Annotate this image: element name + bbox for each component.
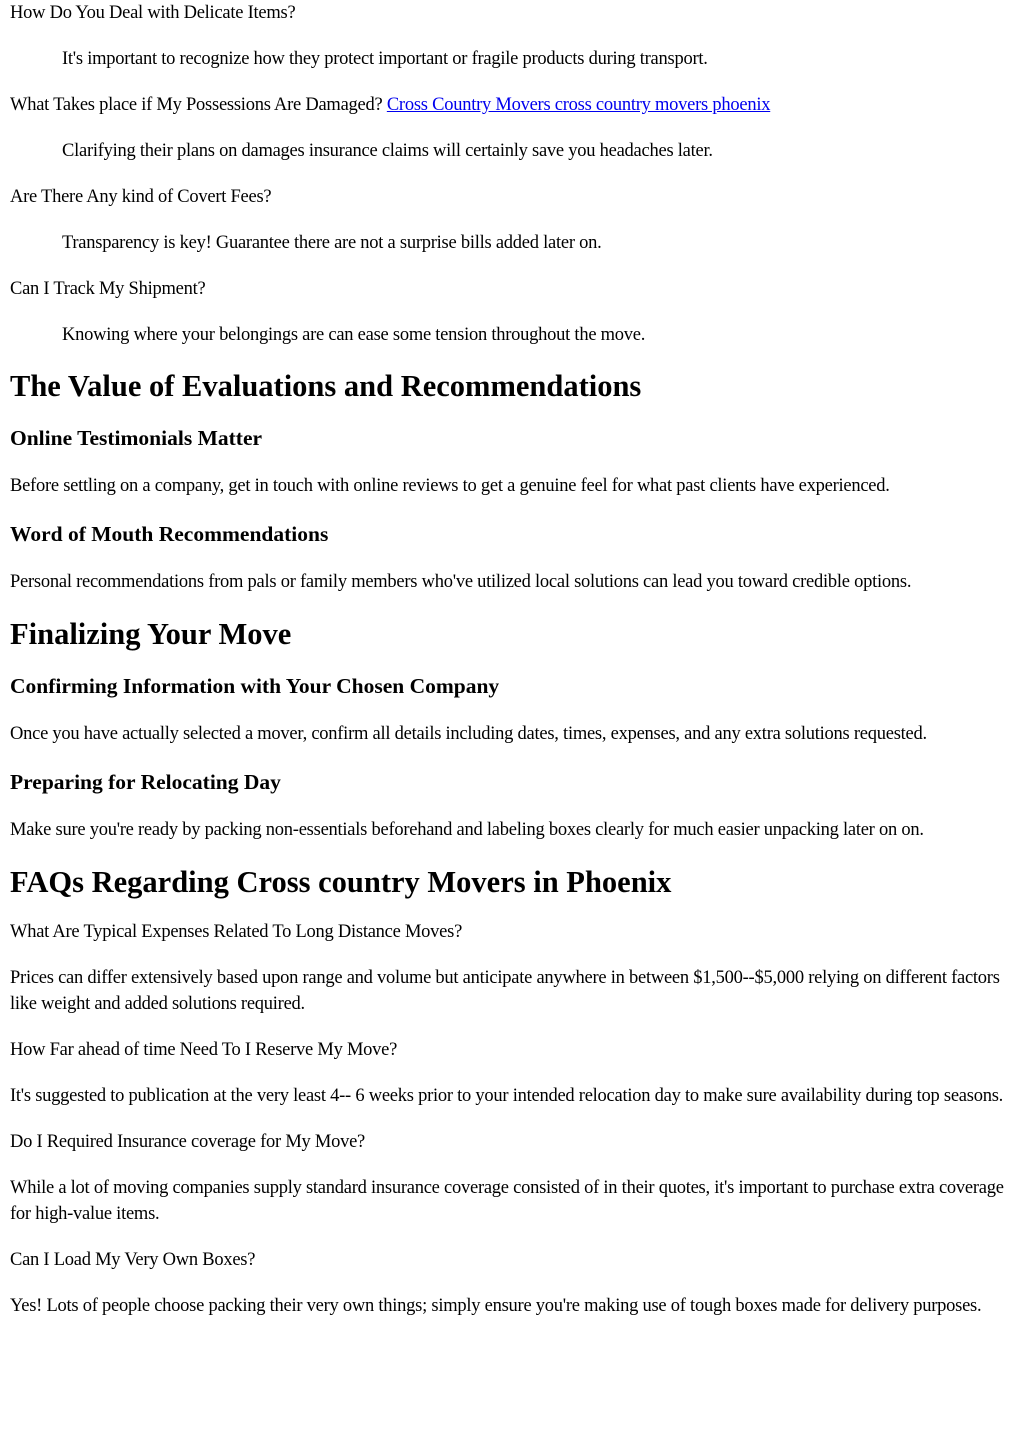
faq-question: Can I Load My Very Own Boxes?: [10, 1250, 256, 1270]
section-heading-reviews: The Value of Evaluations and Recommendations: [10, 369, 642, 403]
subheading-word-of-mouth: Word of Mouth Recommendations: [10, 522, 329, 546]
faq-question: Are There Any kind of Covert Fees?: [10, 187, 272, 207]
faq-answer: Clarifying their plans on damages insurance claims will certainly save you headaches later.: [62, 141, 713, 161]
faq-answer: Prices can differ extensively based upon range and volume but anticipate anywhere in between $1,500--$5,000 relying on different factors like weight and added solutions required.: [10, 968, 1000, 1014]
faq-question-text: What Takes place if My Possessions Are Damaged?: [10, 95, 383, 115]
paragraph: Once you have actually selected a mover, confirm all details including dates, times, expenses, and any extra solutions requested.: [10, 724, 927, 744]
faq-answer: It's suggested to publication at the very least 4-- 6 weeks prior to your intended relocation day to make sure availability during top seasons.: [10, 1086, 1004, 1106]
subheading-confirming-information: Confirming Information with Your Chosen Company: [10, 674, 500, 698]
section-heading-faqs: FAQs Regarding Cross country Movers in Phoenix: [10, 865, 672, 899]
section-heading-finalizing: Finalizing Your Move: [10, 617, 292, 651]
faq-question: How Far ahead of time Need To I Reserve My Move?: [10, 1040, 398, 1060]
paragraph: Before settling on a company, get in touch with online reviews to get a genuine feel for what past clients have experienced.: [10, 476, 890, 496]
faq-answer: Yes! Lots of people choose packing their very own things; simply ensure you're making use of tough boxes made for delivery purposes.: [10, 1296, 982, 1316]
faq-question: Do I Required Insurance coverage for My Move?: [10, 1132, 366, 1152]
faq-question: Can I Track My Shipment?: [10, 279, 206, 299]
faq-answer: Transparency is key! Guarantee there are not a surprise bills added later on.: [62, 233, 602, 253]
subheading-preparing-relocating-day: Preparing for Relocating Day: [10, 770, 281, 794]
faq-question: [10, 92, 1014, 118]
subheading-online-testimonials: Online Testimonials Matter: [10, 426, 263, 450]
faq-answer: While a lot of moving companies supply standard insurance coverage consisted of in their quotes, it's important to purchase extra coverage for high-value items.: [10, 1178, 1004, 1224]
faq-question: How Do You Deal with Delicate Items?: [10, 3, 296, 23]
paragraph: Make sure you're ready by packing non-essentials beforehand and labeling boxes clearly for much easier unpacking later on on.: [10, 820, 924, 840]
faq-answer: It's important to recognize how they protect important or fragile products during transport.: [62, 49, 708, 69]
faq-question: What Are Typical Expenses Related To Long Distance Moves?: [10, 922, 463, 942]
paragraph: Personal recommendations from pals or family members who've utilized local solutions can lead you toward credible options.: [10, 572, 912, 592]
cross-country-movers-link[interactable]: Cross Country Movers cross country movers phoenix: [386, 95, 771, 115]
faq-answer: Knowing where your belongings are can ease some tension throughout the move.: [62, 325, 646, 345]
